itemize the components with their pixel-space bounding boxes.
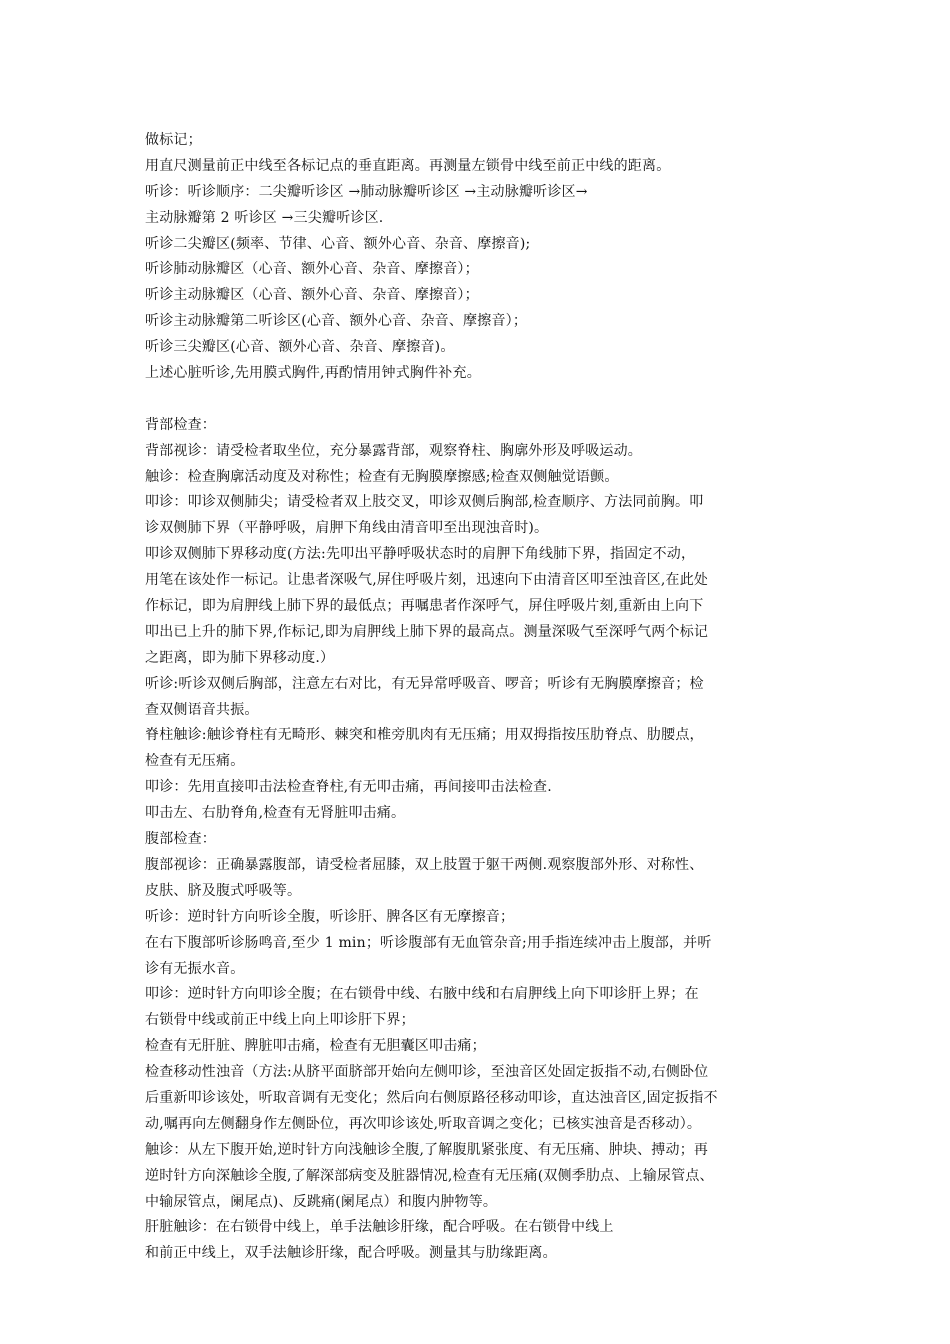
text-line: 肝脏触诊：在右锁骨中线上，单手法触诊肝缘，配合呼吸。在右锁骨中线上 (145, 1219, 614, 1236)
text-line: 诊双侧肺下界（平静呼吸，肩胛下角线由清音叩至出现浊音时)。 (145, 520, 549, 537)
text-line: 听诊二尖瓣区(频率、节律、心音、额外心音、杂音、摩擦音); (145, 235, 531, 252)
blank-line (145, 387, 835, 413)
text-line: 上述心脏听诊,先用膜式胸件,再酌情用钟式胸件补充。 (145, 365, 481, 382)
text-line: 和前正中线上，双手法触诊肝缘，配合呼吸。测量其与肋缘距离。 (145, 1245, 557, 1262)
text-line: 右锁骨中线或前正中线上向上叩诊肝下界； (145, 1012, 415, 1029)
text-line: 动,嘱再向左侧翻身作左侧卧位，再次叩诊该处,听取音调之变化；已核实浊音是否移动）。 (145, 1115, 702, 1132)
text-line: 叩诊双侧肺下界移动度(方法:先叩出平静呼吸状态时的肩胛下角线肺下界，指固定不动， (145, 546, 696, 563)
text-line: 触诊：检查胸廓活动度及对称性；检查有无胸膜摩擦感;检查双侧触觉语颤。 (145, 468, 619, 485)
text-line: 查双侧语音共振。 (145, 701, 259, 718)
text-line: 后重新叩诊该处，听取音调有无变化；然后向右侧原路径移动叩诊，直达浊音区,固定扳指不 (145, 1089, 718, 1106)
text-line: 听诊:听诊双侧后胸部，注意左右对比，有无异常呼吸音、啰音；听诊有无胸膜摩擦音；检 (145, 675, 704, 692)
text-line: 中输尿管点，阑尾点)、反跳痛(阑尾点）和腹内肿物等。 (145, 1193, 498, 1210)
text-line: 听诊：听诊顺序：二尖瓣听诊区 →肺动脉瓣听诊区 →主动脉瓣听诊区→ (145, 183, 588, 200)
text-line: 叩击左、右肋脊角,检查有无肾脏叩击痛。 (145, 805, 406, 822)
text-line: 听诊主动脉瓣区（心音、额外心音、杂音、摩擦音）； (145, 287, 479, 304)
text-line: 之距离，即为肺下界移动度.） (145, 649, 335, 666)
text-line: 检查有无压痛。 (145, 753, 245, 770)
text-line: 做标记； (145, 132, 202, 148)
text-line: 用直尺测量前正中线至各标记点的垂直距离。再测量左锁骨中线至前正中线的距离。 (145, 157, 671, 174)
text-line: 用笔在该处作一标记。让患者深吸气,屏住呼吸片刻，迅速向下由清音区叩至浊音区,在此处 (145, 572, 709, 589)
text-line: 主动脉瓣第 2 听诊区 →三尖瓣听诊区. (145, 209, 384, 226)
text-line: 皮肤、脐及腹式呼吸等。 (145, 882, 302, 899)
text-line: 逆时针方向深触诊全腹,了解深部病变及脏器情况,检查有无压痛(双侧季肋点、上输尿管点、 (145, 1167, 714, 1184)
text-line: 叩诊：逆时针方向叩诊全腹；在右锁骨中线、右腋中线和右肩胛线上向下叩诊肝上界；在 (145, 986, 699, 1003)
text-line: 叩出已上升的肺下界,作标记,即为肩胛线上肺下界的最高点。测量深吸气至深呼气两个标记 (145, 623, 709, 640)
section-heading: 背部检查： (145, 416, 216, 433)
text-line: 脊柱触诊:触诊脊柱有无畸形、棘突和椎旁肌肉有无压痛；用双拇指按压肋脊点、肋腰点， (145, 727, 704, 744)
section-heading: 腹部检查： (145, 831, 216, 848)
text-line: 听诊肺动脉瓣区（心音、额外心音、杂音、摩擦音）； (145, 261, 479, 278)
text-line: 检查有无肝脏、脾脏叩击痛，检查有无胆囊区叩击痛； (145, 1038, 486, 1055)
text-line: 叩诊：叩诊双侧肺尖；请受检者双上肢交叉，叩诊双侧后胸部,检查顺序、方法同前胸。叩 (145, 494, 704, 511)
text-line: 听诊：逆时针方向听诊全腹，听诊肝、脾各区有无摩擦音； (145, 908, 515, 925)
text-line: 腹部视诊：正确暴露腹部，请受检者屈膝，双上肢置于躯干两侧.观察腹部外形、对称性、 (145, 856, 704, 873)
text-line: 检查移动性浊音（方法:从脐平面脐部开始向左侧叩诊，至浊音区处固定扳指不动,右侧卧位 (145, 1064, 709, 1081)
text-line: 在右下腹部听诊肠鸣音,至少 1 min；听诊腹部有无血管杂音;用手指连续冲击上腹部，并听 (145, 934, 712, 951)
text-line: 叩诊：先用直接叩击法检查脊柱,有无叩击痛，再间接叩击法检查. (145, 779, 552, 796)
text-line: 诊有无振水音。 (145, 960, 245, 977)
text-line: 听诊三尖瓣区(心音、额外心音、杂音、摩擦音)。 (145, 339, 455, 356)
text-line: 背部视诊：请受检者取坐位，充分暴露背部，观察脊柱、胸廓外形及呼吸运动。 (145, 442, 642, 459)
text-line: 作标记，即为肩胛线上肺下界的最低点；再嘱患者作深呼气，屏住呼吸片刻,重新由上向下 (145, 598, 704, 615)
text-line: 触诊：从左下腹开始,逆时针方向浅触诊全腹,了解腹肌紧张度、有无压痛、肿块、搏动；再 (145, 1141, 709, 1158)
text-line: 听诊主动脉瓣第二听诊区(心音、额外心音、杂音、摩擦音）； (145, 313, 528, 330)
